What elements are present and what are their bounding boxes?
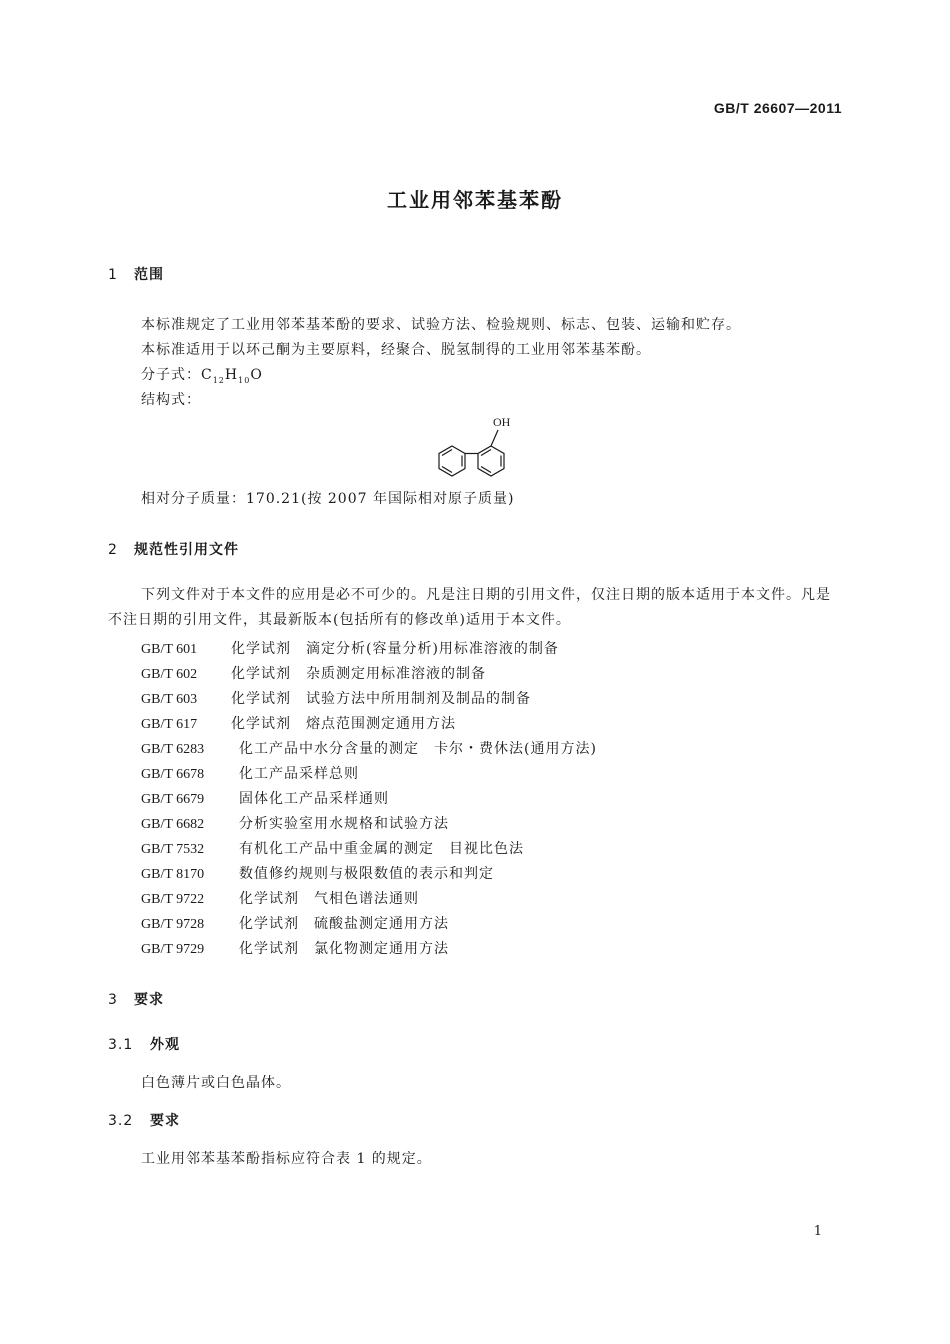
reference-item [141, 713, 456, 733]
reference-title: 化学试剂 硫酸盐测定通用方法 [239, 916, 449, 932]
formula-c: C [201, 367, 213, 383]
reference-code: GB/T 603 [141, 692, 198, 707]
requirements-text: 工业用邻苯基苯酚指标应符合表 1 的规定。 [141, 1151, 432, 1167]
references-intro: 下列文件对于本文件的应用是必不可少的。凡是注日期的引用文件，仅注日期的版本适用于本文件。凡是不注日期的引用文件，其最新版本(包括所有的修改单)适用于本文件。 [108, 587, 831, 628]
section-title: 要求 [134, 992, 164, 1008]
structure-label: 结构式： [141, 392, 201, 408]
reference-item [141, 788, 389, 808]
reference-title: 化工产品中水分含量的测定 卡尔・费休法(通用方法) [239, 741, 597, 757]
reference-title: 化学试剂 试验方法中所用制剂及制品的制备 [231, 691, 531, 707]
subsection-number: 3.1 [108, 1037, 134, 1053]
right-benzene-ring [478, 446, 504, 476]
reference-code: GB/T 6678 [141, 767, 205, 782]
formula-c-sub: 12 [212, 375, 225, 385]
reference-item [141, 738, 597, 758]
oh-label: OH [493, 415, 511, 429]
subsection-3-1-heading [108, 1034, 180, 1054]
reference-title: 化学试剂 杂质测定用标准溶液的制备 [231, 666, 486, 682]
scope-paragraph-2: 本标准适用于以环己酮为主要原料，经聚合、脱氢制得的工业用邻苯基苯酚。 [141, 342, 651, 358]
reference-item [141, 888, 419, 908]
biphenyl-ol-structure [430, 410, 520, 482]
section-1-heading [108, 264, 164, 284]
reference-code: GB/T 9722 [141, 892, 205, 907]
document-title: 工业用邻苯基苯酚 [387, 188, 563, 212]
subsection-3-2-heading [108, 1110, 180, 1130]
reference-item [141, 813, 449, 833]
reference-item [141, 688, 531, 708]
subsection-number: 3.2 [108, 1113, 134, 1129]
formula-o: O [250, 367, 263, 383]
reference-code: GB/T 6679 [141, 792, 205, 807]
scope-paragraph-1: 本标准规定了工业用邻苯基苯酚的要求、试验方法、检验规则、标志、包装、运输和贮存。 [141, 317, 741, 333]
formula-h-sub: 10 [238, 375, 251, 385]
section-number: 1 [108, 267, 118, 283]
reference-title: 化学试剂 熔点范围测定通用方法 [231, 716, 456, 732]
reference-title: 有机化工产品中重金属的测定 目视比色法 [239, 841, 524, 857]
reference-item [141, 838, 524, 858]
reference-item [141, 938, 449, 958]
reference-code: GB/T 7532 [141, 842, 205, 857]
reference-code: GB/T 6682 [141, 817, 205, 832]
molecular-mass: 相对分子质量：170.21(按 2007 年国际相对原子质量) [141, 491, 515, 507]
standard-code: GB/T 26607—2011 [713, 100, 842, 116]
section-3-heading [108, 989, 164, 1009]
section-title: 范围 [134, 267, 164, 283]
reference-code: GB/T 9729 [141, 942, 205, 957]
hydroxyl-bond [491, 430, 498, 446]
molecular-formula [141, 364, 263, 385]
appearance-text: 白色薄片或白色晶体。 [141, 1075, 291, 1091]
reference-item [141, 638, 559, 658]
left-benzene-ring [439, 446, 465, 476]
reference-title: 化学试剂 氯化物测定通用方法 [239, 941, 449, 957]
section-number: 3 [108, 992, 118, 1008]
reference-title: 数值修约规则与极限数值的表示和判定 [239, 866, 494, 882]
subsection-title: 要求 [150, 1113, 180, 1129]
reference-item [141, 663, 486, 683]
reference-code: GB/T 9728 [141, 917, 205, 932]
page-number: 1 [813, 1224, 822, 1239]
reference-code: GB/T 617 [141, 717, 198, 732]
section-number: 2 [108, 542, 118, 558]
reference-item [141, 913, 449, 933]
subsection-title: 外观 [150, 1037, 180, 1053]
reference-item [141, 863, 494, 883]
reference-title: 固体化工产品采样通则 [239, 791, 389, 807]
structural-formula [430, 410, 520, 482]
section-2-heading [108, 539, 239, 559]
section-title: 规范性引用文件 [134, 542, 239, 558]
reference-title: 化学试剂 滴定分析(容量分析)用标准溶液的制备 [231, 641, 559, 657]
reference-code: GB/T 602 [141, 667, 198, 682]
reference-title: 化学试剂 气相色谱法通则 [239, 891, 419, 907]
reference-item [141, 763, 359, 783]
reference-code: GB/T 601 [141, 642, 198, 657]
reference-code: GB/T 6283 [141, 742, 205, 757]
reference-title: 分析实验室用水规格和试验方法 [239, 816, 449, 832]
formula-label: 分子式： [141, 367, 201, 383]
reference-code: GB/T 8170 [141, 867, 205, 882]
reference-title: 化工产品采样总则 [239, 766, 359, 782]
formula-h: H [224, 367, 239, 383]
